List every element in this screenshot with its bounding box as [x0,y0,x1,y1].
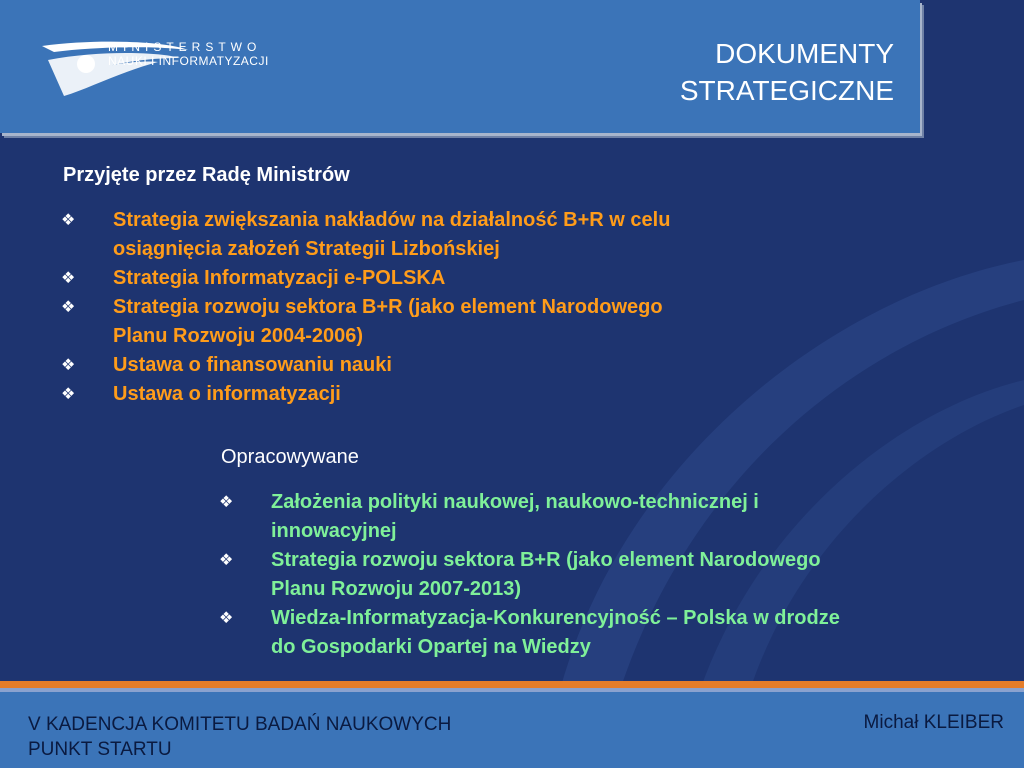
footer-subtitle: PUNKT STARTU [28,739,172,760]
title-line-1: DOKUMENTY [715,38,894,69]
adopted-item-2 [61,264,861,293]
drafting-heading: Opracowywane [221,446,359,468]
bullet-icon: ❖ [219,494,234,511]
item-line: Strategia rozwoju sektora B+R (jako element Narodowego [271,549,821,571]
bullet-icon: ❖ [61,299,76,316]
page-title [680,35,894,109]
header-bar [0,0,920,133]
drafting-item-2 [219,546,1009,604]
item-line: Strategia zwiększania nakładów na działalność B+R w celu [113,209,671,231]
item-line: do Gospodarki Opartej na Wiedzy [271,636,591,658]
footer-accent-line [0,681,1024,688]
item-line: Planu Rozwoju 2007-2013) [271,578,522,600]
title-line-2: STRATEGICZNE [679,75,894,106]
adopted-list [61,206,861,409]
drafting-item-1 [219,488,1009,546]
drafting-item-3 [219,604,1009,662]
item-line: Strategia rozwoju sektora B+R (jako element Narodowego [113,296,663,318]
footer-author: Michał KLEIBER [863,712,1004,733]
footer-committee: V KADENCJA KOMITETU BADAŃ NAUKOWYCH [28,714,452,735]
adopted-item-3 [61,293,861,351]
bullet-icon: ❖ [61,386,76,403]
adopted-item-1 [61,206,861,264]
item-line: osiągnięcia założeń Strategii Lizbońskiej [113,238,500,260]
item-line: Strategia Informatyzacji e-POLSKA [113,267,446,289]
bullet-icon: ❖ [61,270,76,287]
item-line: Planu Rozwoju 2004-2006) [113,325,364,347]
item-line: innowacyjnej [271,520,397,542]
adopted-item-5 [61,380,861,409]
footer-left-text [28,712,451,762]
bullet-icon: ❖ [61,212,76,229]
drafting-list [219,488,1009,662]
bullet-icon: ❖ [219,552,234,569]
item-line: Ustawa o informatyzacji [113,383,341,405]
footer-bar [0,692,1024,768]
item-line: Wiedza-Informatyzacja-Konkurencyjność – Polska w drodze [271,607,840,629]
logo-line-department: NAUKI I INFORMATYZACJI [108,54,269,68]
adopted-item-4 [61,351,861,380]
adopted-heading: Przyjęte przez Radę Ministrów [63,164,350,186]
logo-line-ministry: MINISTERSTWO [108,40,262,54]
bullet-icon: ❖ [219,610,234,627]
item-line: Ustawa o finansowaniu nauki [113,354,392,376]
bullet-icon: ❖ [61,357,76,374]
item-line: Założenia polityki naukowej, naukowo-technicznej i [271,491,759,513]
